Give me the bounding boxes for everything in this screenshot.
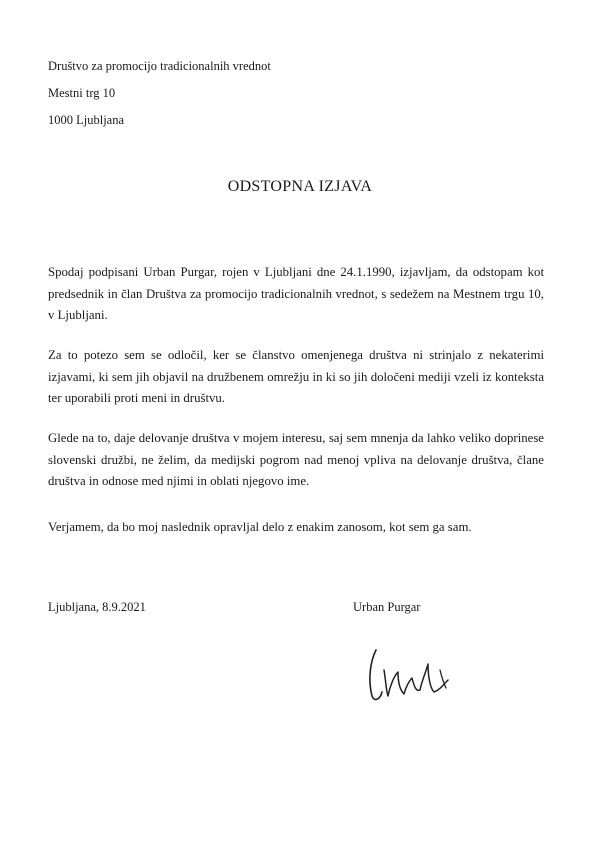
signer-name: Urban Purgar xyxy=(353,600,421,614)
paragraph-2: Za to potezo sem se odločil, ker se članstvo omenjenega društva ni strinjalo z nekaterimi izjavami, ki sem jih objavil na družbenem omrežju in ki so jih določeni mediji vzeli iz konteksta ter uporabili proti meni in društvu. xyxy=(48,348,544,405)
paragraph-3: Glede na to, daje delovanje društva v mojem interesu, saj sem mnenja da lahko veliko doprinese slovenski družbi, ne želim, da medijski pogrom nad menoj vpliva na delovanje društva, člane društva in odnose med njimi in oblati njegovo ime. xyxy=(48,431,544,488)
place-and-date: Ljubljana, 8.9.2021 xyxy=(48,600,146,614)
paragraph-4: Verjamem, da bo moj naslednik opravljal delo z enakim zanosom, kot sem ga sam. xyxy=(48,520,472,534)
sender-organization: Društvo za promocijo tradicionalnih vrednot xyxy=(48,59,271,73)
sender-city: 1000 Ljubljana xyxy=(48,113,125,127)
handwritten-signature xyxy=(362,640,462,710)
sender-street: Mestni trg 10 xyxy=(48,86,116,100)
paragraph-1: Spodaj podpisani Urban Purgar, rojen v Ljubljani dne 24.1.1990, izjavljam, da odstopam kot predsednik in član Društva za promocijo tradicionalnih vrednot, s sedežem na Mestnem trgu 10, v Ljubljani. xyxy=(48,265,544,322)
document-title: ODSTOPNA IZJAVA xyxy=(227,178,373,195)
